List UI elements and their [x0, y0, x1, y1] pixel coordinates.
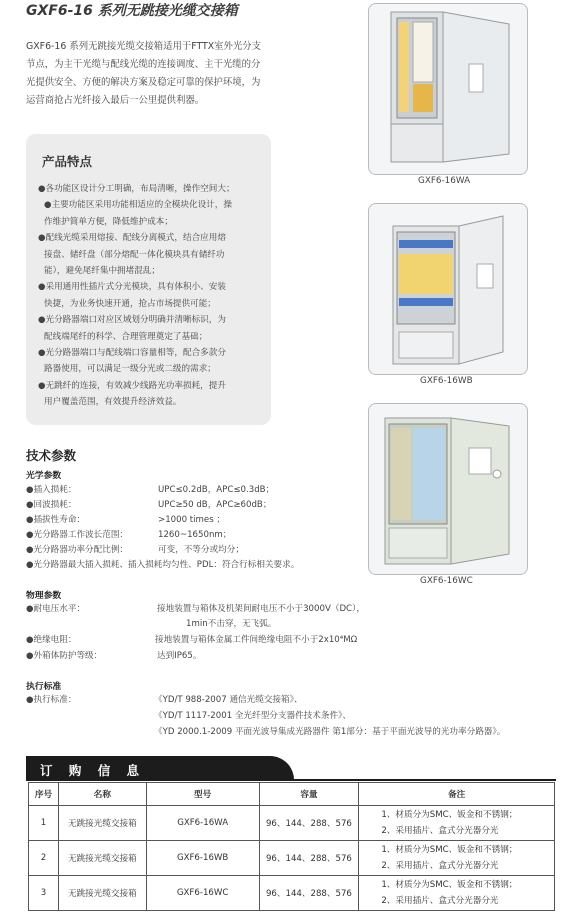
order-header — [26, 756, 294, 780]
note-line: 1、材质分为SMC、钣金和不锈钢； — [381, 880, 518, 890]
cell-capacity: 96、144、288、576 — [259, 841, 359, 876]
note-line: 1、材质分为SMC、钣金和不锈钢； — [381, 810, 518, 820]
note-line: 2、采用插片、盒式分光器分光 — [381, 861, 499, 871]
product-image-wa — [368, 3, 528, 175]
standard-title: 执行标准 — [26, 682, 62, 692]
physical-title: 物理参数 — [26, 591, 62, 601]
cell-no: 3 — [29, 876, 59, 911]
intro-line: 节点，为主干光缆与配线光缆的连接调度、主干光缆的分 — [26, 59, 261, 70]
intro-line: 光提供安全、方便的解决方案及稳定可靠的保护环境，为 — [26, 77, 261, 88]
feature-line: 路器使用，可以满足一级分光或二级的需求； — [44, 364, 216, 375]
spec-label: ●外箱体防护等级： — [26, 651, 103, 661]
note-line: 1、材质分为SMC、钣金和不锈钢； — [381, 845, 518, 855]
optical-title: 光学参数 — [26, 471, 62, 481]
cell-model: GXF6-16WA — [146, 806, 259, 841]
standard-line: 《YD/T 1117-2001 全光纤型分支器件技术条件》、 — [154, 711, 351, 721]
specs-title: 技术参数 — [26, 448, 77, 463]
table-row — [29, 806, 555, 841]
cell-note — [359, 876, 555, 911]
feature-line: ●无跳纤的连接，有效减少线路光功率损耗，提升 — [38, 380, 226, 391]
cell-capacity: 96、144、288、576 — [259, 876, 359, 911]
page-title: GXF6-16 系列无跳接光缆交接箱 — [26, 3, 238, 19]
feature-line: ●配线光缆采用熔接、配线分离模式，结合应用熔 — [38, 233, 226, 244]
column-header: 名称 — [58, 783, 146, 806]
spec-label: ●插拔性寿命： — [26, 515, 86, 525]
table-row — [29, 876, 555, 911]
feature-line: ●采用通用性插片式分光模块，具有体积小、安装 — [38, 282, 226, 293]
standard-line: 《YD/T 988-2007 通信光缆交接箱》、 — [154, 695, 303, 705]
column-header: 容量 — [259, 783, 359, 806]
intro-line: GXF6-16 系列无跳接光缆交接箱适用于FTTX室外光分支 — [26, 41, 262, 52]
product-caption: GXF6-16WC — [420, 576, 473, 586]
order-divider — [26, 779, 556, 781]
feature-line: ●主要功能区采用功能相适应的全模块化设计，操 — [44, 200, 232, 211]
feature-line: ●光分路器端口对应区域划分明确并清晰标识，为 — [38, 315, 226, 326]
feature-line: ●光分路器端口与配线端口容量相等，配合多款分 — [38, 348, 226, 359]
table-header-row — [29, 783, 555, 806]
cabinet-illustration — [369, 204, 527, 374]
feature-line: 配线端尾纤的科学、合理管理奠定了基础； — [44, 331, 208, 342]
spec-value: >1000 times ； — [158, 515, 226, 525]
cell-no: 2 — [29, 841, 59, 876]
cabinet-illustration — [369, 4, 527, 174]
intro-line: 运营商抢占光纤接入最后一公里提供利器。 — [26, 95, 205, 106]
cell-no: 1 — [29, 806, 59, 841]
feature-line: 接盘、储纤盘（部分熔配一体化模块具有储纤功 — [44, 249, 225, 260]
cell-name: 无跳接光缆交接箱 — [58, 876, 146, 911]
product-image-wb — [368, 203, 528, 375]
spec-label: ●执行标准： — [26, 695, 77, 705]
product-image-wc — [368, 403, 528, 575]
features-list — [38, 181, 264, 411]
cell-model: GXF6-16WB — [146, 841, 259, 876]
order-title: 订 购 信 息 — [40, 763, 146, 778]
features-title: 产品特点 — [42, 154, 93, 169]
spec-label: ●插入损耗： — [26, 485, 77, 495]
features-panel — [26, 134, 271, 425]
spec-label: ●光分路器最大插入损耗、插入损耗均匀性、PDL：符合行标相关要求。 — [26, 560, 300, 570]
feature-line: 用户覆盖范围，有效提升经济效益。 — [44, 397, 182, 408]
cell-name: 无跳接光缆交接箱 — [58, 841, 146, 876]
spec-value: 接地装置与箱体及机架间耐电压不小于3000V（DC）， — [157, 604, 365, 614]
column-header: 型号 — [146, 783, 259, 806]
spec-value: 可变，不等分或均分； — [158, 545, 244, 555]
note-line: 2、采用插片、盒式分光器分光 — [381, 826, 499, 836]
spec-label: ●耐电压水平： — [26, 604, 86, 614]
table-row — [29, 841, 555, 876]
spec-value: 1min不击穿，无飞弧。 — [186, 619, 277, 629]
intro-paragraph — [26, 38, 288, 110]
cell-model: GXF6-16WC — [146, 876, 259, 911]
product-caption: GXF6-16WA — [418, 176, 471, 186]
spec-value: 1260~1650nm； — [158, 530, 232, 540]
order-table — [28, 782, 555, 911]
feature-line: ●各功能区设计分工明确，布局清晰，操作空间大； — [38, 184, 235, 194]
spec-value: UPC≤0.2dB，APC≤0.3dB； — [158, 485, 275, 495]
standard-line: 《YD 2000.1-2009 平面光波导集成光路器件 第1部分：基于平面光波导的光功率分路器》。 — [154, 727, 506, 737]
spec-label: ●光分路器工作波长范围： — [26, 530, 129, 540]
cell-name: 无跳接光缆交接箱 — [58, 806, 146, 841]
cell-capacity: 96、144、288、576 — [259, 806, 359, 841]
feature-line: 能），避免尾纤集中拥堵混乱； — [44, 266, 161, 277]
spec-value: 达到IP65。 — [157, 651, 202, 661]
column-header: 序号 — [29, 783, 59, 806]
feature-line: 作维护简单方便，降低维护成本； — [44, 216, 173, 227]
spec-value: UPC≥50 dB，APC≥60dB； — [158, 500, 272, 510]
spec-label: ●绝缘电阻： — [26, 635, 77, 645]
cell-note — [359, 806, 555, 841]
product-caption: GXF6-16WB — [420, 376, 473, 386]
spec-value: 接地装置与箱体金属工件间绝缘电阻不小于2x10⁴MΩ — [155, 635, 358, 645]
cell-note — [359, 841, 555, 876]
feature-line: 快捷，为业务快速开通，抢占市场提供可能； — [44, 298, 216, 309]
note-line: 2、采用插片、盒式分光器分光 — [381, 896, 499, 906]
spec-label: ●光分路器功率分配比例： — [26, 545, 129, 555]
cabinet-illustration — [369, 404, 527, 574]
column-header: 备注 — [359, 783, 555, 806]
spec-label: ●回波损耗： — [26, 500, 77, 510]
